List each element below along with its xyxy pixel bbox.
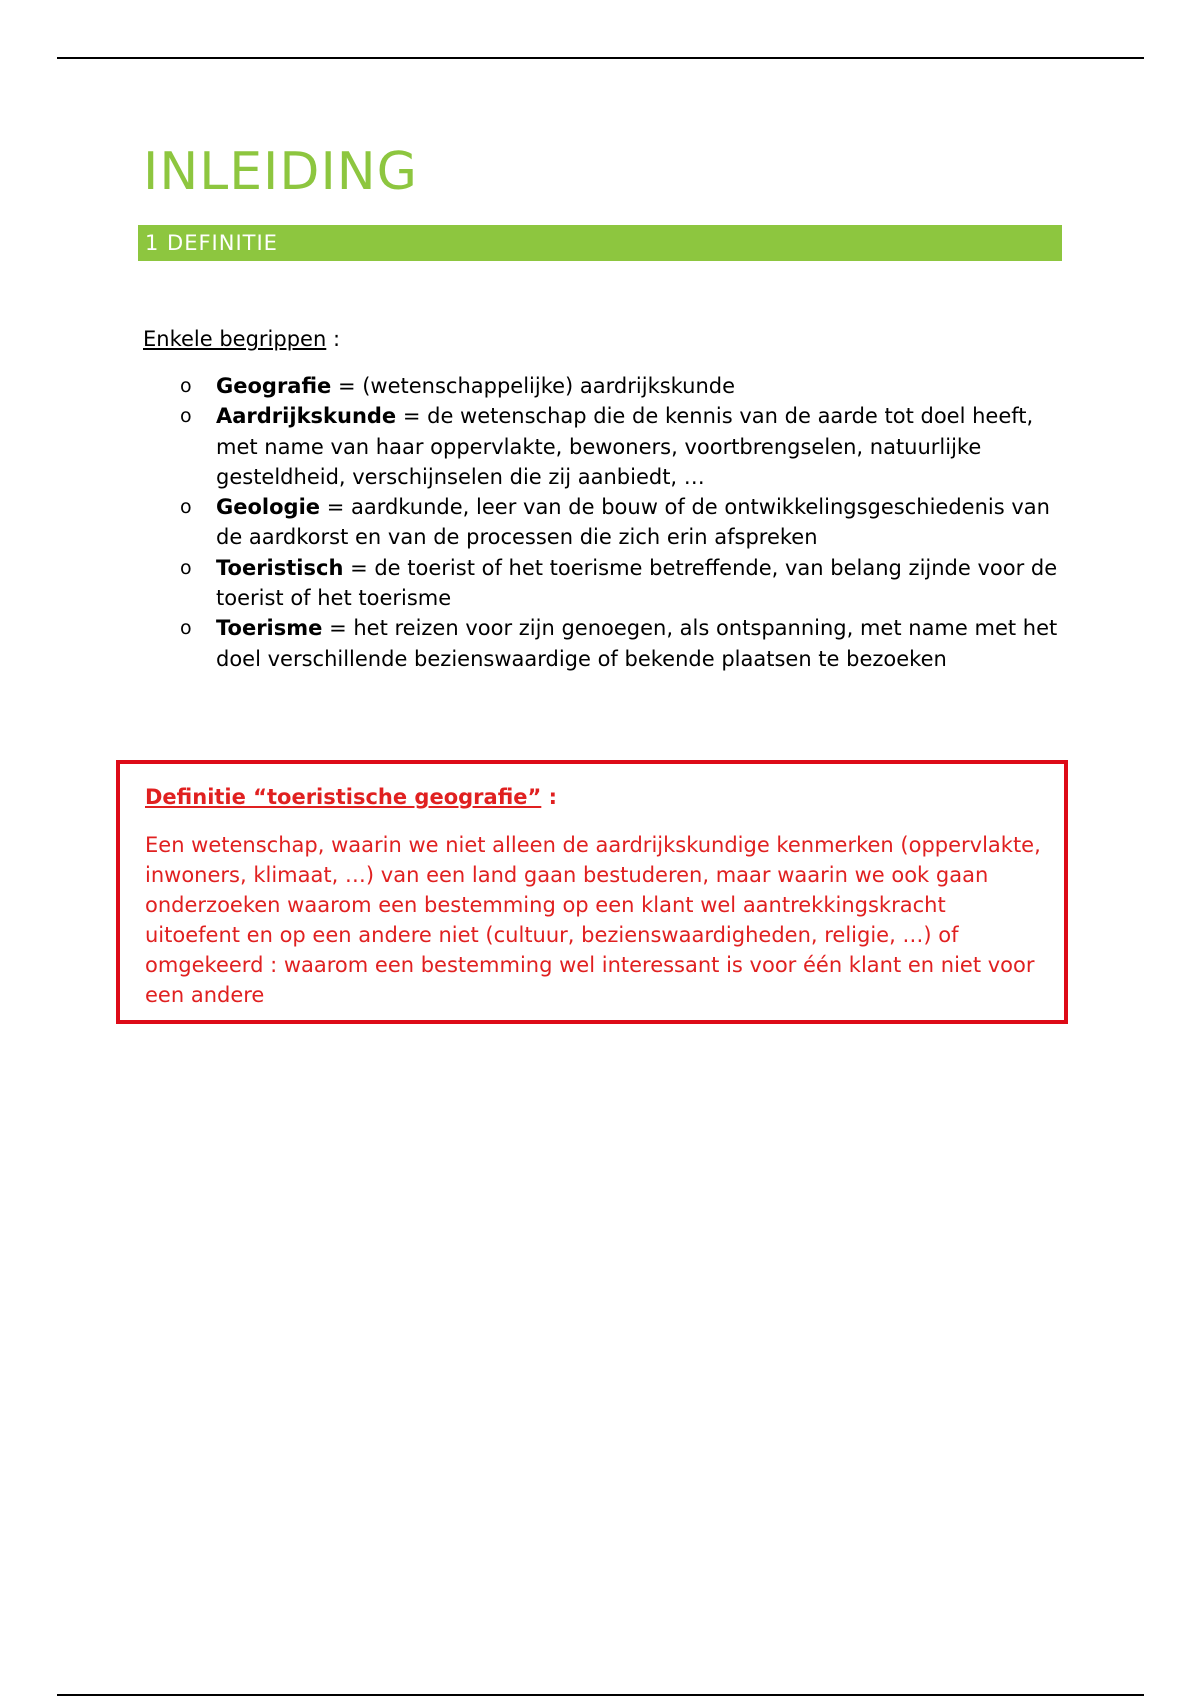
concepts-heading-colon: : bbox=[326, 327, 341, 351]
concepts-heading-label: Enkele begrippen bbox=[143, 327, 327, 351]
term-name: Toeristisch bbox=[216, 555, 344, 580]
bullet-icon: o bbox=[180, 375, 192, 397]
term-definition: = aardkunde, leer van de bouw of de ontwikkelingsgeschiedenis van de aardkorst en van de processen die zich erin afspreken bbox=[216, 495, 1050, 550]
bullet-icon: o bbox=[180, 617, 192, 640]
term-name: Aardrijkskunde bbox=[216, 404, 397, 429]
section-heading-bar: 1 DEFINITIE bbox=[138, 225, 1062, 261]
term-definition: = de toerist of het toerisme betreffende, van belang zijnde voor de toerist of het toerisme bbox=[216, 555, 1058, 611]
bullet-icon: o bbox=[180, 556, 192, 579]
footer-rule bbox=[57, 1694, 1144, 1696]
chapter-title: INLEIDING bbox=[143, 142, 418, 202]
bullet-icon: o bbox=[180, 496, 192, 519]
concepts-heading bbox=[143, 324, 340, 354]
definition-title-colon: : bbox=[541, 785, 558, 809]
definition-title-label: Definitie “toeristische geografie” bbox=[145, 785, 542, 809]
term-name: Geografie bbox=[216, 374, 332, 398]
header-rule bbox=[57, 57, 1144, 59]
concept-list bbox=[143, 371, 1063, 674]
term-name: Geologie bbox=[216, 495, 321, 520]
list-item-geologie bbox=[143, 492, 1063, 553]
definition-title bbox=[145, 782, 1042, 812]
term-definition: = (wetenschappelijke) aardrijkskunde bbox=[331, 374, 736, 398]
definition-text: Een wetenschap, waarin we niet alleen de aardrijkskundige kenmerken (oppervlakte, inwoners, klimaat, …) van een land gaan bestuderen, maar waarin we ook gaan onderzoeken waarom een bestemming op een klant wel aantrekkingskracht uitoefent en op een andere niet (cultuur, bezienswaardigheden, religie, …) of omgekeerd : waarom een bestemming wel interessant is voor één klant en niet voor een andere bbox=[145, 833, 1041, 1007]
term-name: Toerisme bbox=[216, 616, 323, 641]
term-definition: = het reizen voor zijn genoegen, als ontspanning, met name met het doel verschillende bezienswaardige of bekende plaatsen te bezoeken bbox=[216, 616, 1058, 671]
list-item-geografie bbox=[143, 371, 1063, 401]
definition-box bbox=[116, 760, 1068, 1024]
list-item-toerisme bbox=[143, 613, 1063, 674]
list-item-aardrijkskunde bbox=[143, 401, 1063, 492]
term-definition: = de wetenschap die de kennis van de aarde tot doel heeft, met name van haar oppervlakte, bewoners, voortbrengselen, natuurlijke gesteldheid, verschijnselen die zij aanbiedt, … bbox=[216, 404, 1034, 489]
list-item-toeristisch bbox=[143, 553, 1063, 614]
bullet-icon: o bbox=[180, 405, 192, 428]
